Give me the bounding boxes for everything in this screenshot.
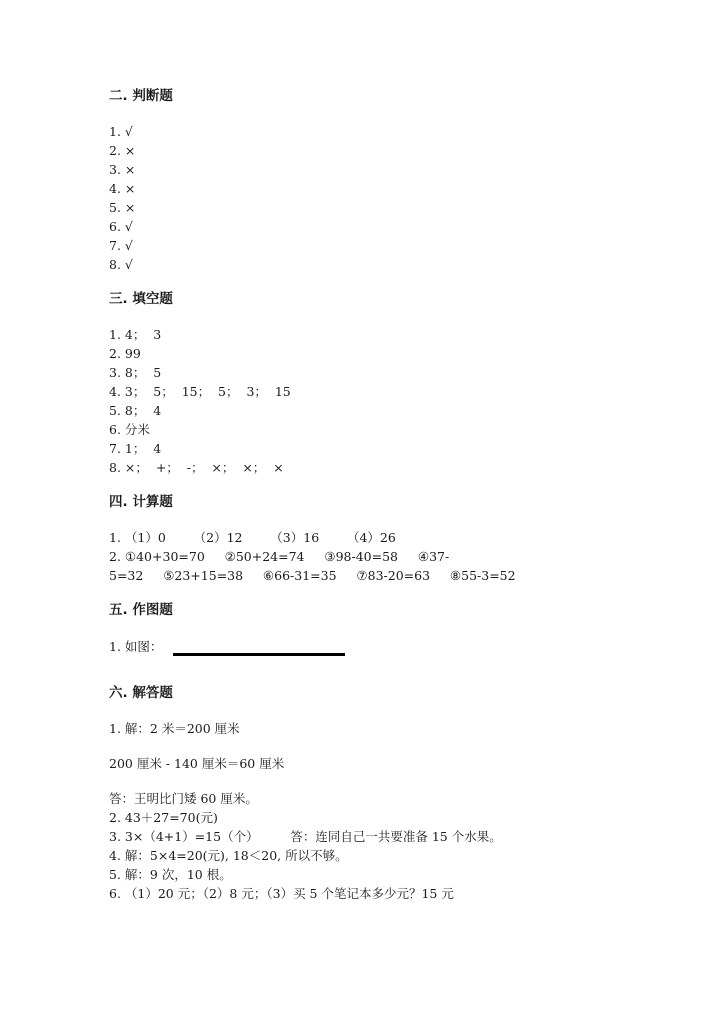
answer-2: 2. 43＋27=70(元) — [109, 810, 218, 825]
section-title-calc: 四. 计算题 — [109, 494, 173, 510]
judge-answer-4: 4. × — [109, 181, 136, 196]
judge-answer-6: 6. √ — [109, 219, 133, 234]
draw-answer-label: 1. 如图： — [109, 639, 163, 654]
section-title-judge: 二. 判断题 — [109, 88, 173, 104]
section-title-fill: 三. 填空题 — [109, 291, 173, 307]
judge-answer-1: 1. √ — [109, 124, 133, 139]
answer-1-step-2: 200 厘米 - 140 厘米＝60 厘米 — [109, 756, 285, 771]
fill-answer-3: 3. 8； 5 — [109, 365, 162, 380]
judge-answer-8: 8. √ — [109, 257, 133, 272]
fill-answer-5: 5. 8； 4 — [109, 403, 162, 418]
answer-list — [109, 789, 609, 903]
fill-answer-4: 4. 3； 5； 15； 5； 3； 15 — [109, 384, 291, 399]
judge-answer-2: 2. × — [109, 143, 136, 158]
section-title-answer: 六. 解答题 — [109, 685, 173, 701]
fill-answer-8: 8. ×； +； -； ×； ×； × — [109, 460, 284, 475]
answer-6: 6. （1）20 元；（2）8 元；（3）买 5 个笔记本多少元？15 元 — [109, 886, 454, 901]
fill-answer-list — [109, 325, 609, 477]
answer-sheet — [109, 86, 609, 903]
answer-3: 3. 3×（4+1）=15（个） 答：连同自己一共要准备 15 个水果。 — [109, 829, 502, 844]
judge-answer-5: 5. × — [109, 200, 136, 215]
fill-answer-2: 2. 99 — [109, 346, 141, 361]
answer-5: 5. 解：9 次，10 根。 — [109, 867, 232, 882]
fill-answer-6: 6. 分米 — [109, 422, 150, 437]
section-title-draw: 五. 作图题 — [109, 602, 173, 618]
calc-answer-list — [109, 528, 609, 585]
answer-1-step-1: 1. 解：2 米＝200 厘米 — [109, 721, 240, 736]
answer-1-conclusion: 答：王明比门矮 60 厘米。 — [109, 791, 258, 806]
judge-answer-7: 7. √ — [109, 238, 133, 253]
judge-answer-3: 3. × — [109, 162, 136, 177]
draw-answer — [109, 636, 609, 658]
drawn-line-segment — [173, 653, 345, 656]
judge-answer-list — [109, 122, 609, 274]
calc-answer-2-cont: 5=32 ⑤23+15=38 ⑥66-31=35 ⑦83-20=63 ⑧55-3=52 — [109, 568, 516, 583]
calc-answer-2: 2. ①40+30=70 ②50+24=74 ③98-40=58 ④37- — [109, 549, 450, 564]
answer-4: 4. 解：5×4=20(元), 18＜20, 所以不够。 — [109, 848, 348, 863]
fill-answer-7: 7. 1； 4 — [109, 441, 162, 456]
calc-answer-1: 1. （1）0 （2）12 （3）16 （4）26 — [109, 530, 396, 545]
fill-answer-1: 1. 4； 3 — [109, 327, 162, 342]
